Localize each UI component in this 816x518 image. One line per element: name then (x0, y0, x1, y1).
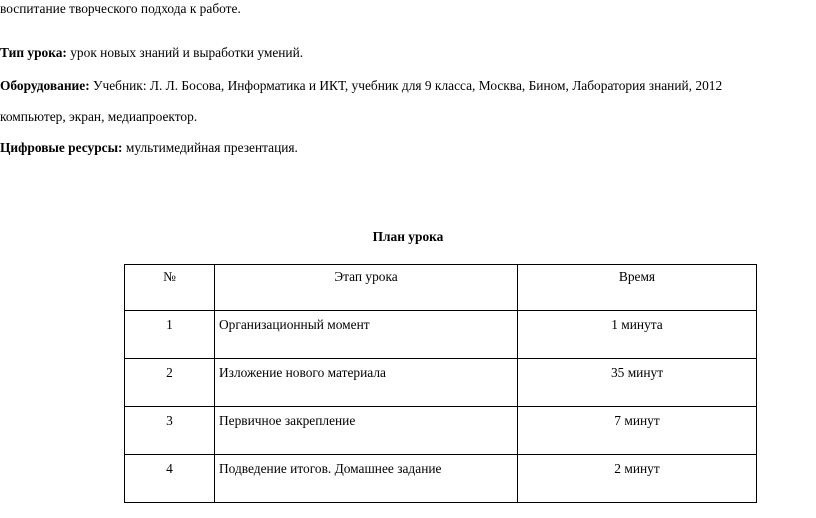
row-number: 3 (125, 407, 215, 455)
lesson-plan-table (124, 264, 757, 503)
row-time: 35 минут (518, 359, 757, 407)
row-stage: Организационный момент (215, 311, 518, 359)
plan-title: План урока (372, 229, 444, 244)
table-row (125, 359, 757, 407)
row-number: 4 (125, 455, 215, 503)
intro-line: воспитание творческого подхода к работе. (0, 1, 241, 16)
row-number: 1 (125, 311, 215, 359)
lesson-type-line (0, 45, 303, 61)
row-time: 2 минут (518, 455, 757, 503)
row-stage: Первичное закрепление (215, 407, 518, 455)
table-row (125, 407, 757, 455)
lesson-type-value: урок новых знаний и выработки умений. (66, 45, 304, 60)
table-row (125, 311, 757, 359)
row-time: 1 минута (518, 311, 757, 359)
header-number: № (125, 265, 215, 311)
row-stage: Изложение нового материала (215, 359, 518, 407)
equipment-line (0, 78, 722, 94)
digital-resources-line (0, 140, 298, 156)
row-stage: Подведение итогов. Домашнее задание (215, 455, 518, 503)
row-time: 7 минут (518, 407, 757, 455)
lesson-type-label: Тип урока: (0, 45, 67, 60)
equipment-label: Оборудование: (0, 78, 90, 93)
equipment-value: Учебник: Л. Л. Босова, Информатика и ИКТ, учебник для 9 класса, Москва, Бином, Лаборатория знаний, 2012 (89, 78, 723, 93)
table-row (125, 455, 757, 503)
row-number: 2 (125, 359, 215, 407)
digital-resources-value: мультимедийная презентация. (122, 140, 298, 155)
equipment-continuation: компьютер, экран, медиапроектор. (0, 109, 198, 124)
table-header-row (125, 265, 757, 311)
digital-resources-label: Цифровые ресурсы: (0, 140, 123, 155)
header-time: Время (518, 265, 757, 311)
header-stage: Этап урока (215, 265, 518, 311)
